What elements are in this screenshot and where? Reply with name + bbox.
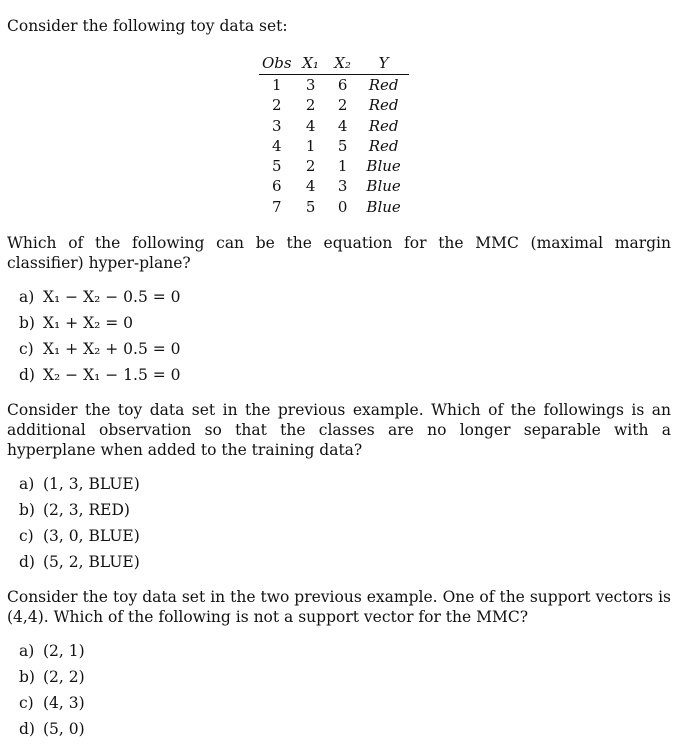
cell-x2: 1 [337,157,348,176]
option-label: a) [19,642,35,660]
cell-x2: 4 [337,116,348,135]
option-c [19,336,181,362]
cell-x1: 4 [305,116,316,135]
cell-y: Blue [366,197,401,216]
cell-obs: 5 [272,157,282,176]
option-point: (4, 3) [43,694,85,712]
cell-x2: 6 [337,76,348,94]
cell-x1: 2 [305,96,316,115]
option-d [19,362,181,388]
option-observation: (5, 2, BLUE) [43,553,140,571]
option-point: (2, 1) [43,642,85,660]
option-c [19,523,140,549]
option-d [19,549,140,575]
option-c [19,690,85,716]
question-2-text: Consider the toy data set in the previous example. Which of the followings is an additional observation so that the classes are no longer separable with a hyperplane when added to the training data? [7,401,671,459]
cell-x1: 1 [305,136,316,155]
cell-y: Blue [366,177,401,196]
option-equation: X₁ + X₂ + 0.5 = 0 [43,340,181,358]
question-1-text: Which of the following can be the equation for the MMC (maximal margin classifier) hyper-plane? [7,234,671,272]
option-label: d) [19,553,35,571]
option-label: a) [19,288,35,306]
table-row [259,95,409,115]
header-y: Y [359,53,409,75]
option-a [19,471,140,497]
header-obs: Obs [259,53,295,75]
option-observation: (2, 3, RED) [43,501,130,519]
option-label: c) [19,340,34,358]
cell-obs: 4 [272,136,282,155]
cell-obs: 6 [272,177,282,196]
cell-x1: 3 [305,76,316,94]
cell-x2: 0 [337,197,348,216]
option-b [19,310,181,336]
option-label: a) [19,475,35,493]
header-x1: X₁ [295,53,327,75]
cell-x1: 4 [305,177,316,196]
option-equation: X₁ − X₂ − 0.5 = 0 [43,288,181,306]
intro-text: Consider the following toy data set: [7,17,288,35]
table-row [259,197,409,217]
option-equation: X₂ − X₁ − 1.5 = 0 [43,366,181,384]
cell-y: Red [368,76,399,94]
option-label: b) [19,314,35,332]
toy-data-table [259,53,409,217]
option-point: (5, 0) [43,720,85,738]
cell-x2: 2 [337,96,348,115]
cell-obs: 1 [272,76,282,94]
option-label: b) [19,501,35,519]
option-label: c) [19,527,34,545]
question-3-options [19,638,85,742]
cell-y: Blue [366,157,401,176]
cell-y: Red [368,96,399,115]
table-row [259,75,409,96]
table-header-row [259,53,409,75]
cell-y: Red [368,136,399,155]
option-label: b) [19,668,35,686]
option-label: d) [19,720,35,738]
option-observation: (1, 3, BLUE) [43,475,140,493]
option-b [19,664,85,690]
table-row [259,136,409,156]
header-x2: X₂ [327,53,359,75]
cell-y: Red [368,116,399,135]
option-equation: X₁ + X₂ = 0 [43,314,134,332]
table-row [259,116,409,136]
table-row [259,176,409,196]
cell-obs: 3 [272,116,282,135]
option-label: d) [19,366,35,384]
option-point: (2, 2) [43,668,85,686]
question-3-text: Consider the toy data set in the two previous example. One of the support vectors is (4,4). Which of the following is not a support vector for the MMC? [7,588,671,626]
option-a [19,638,85,664]
option-observation: (3, 0, BLUE) [43,527,140,545]
option-a [19,284,181,310]
option-d [19,716,85,742]
cell-x1: 2 [305,157,316,176]
cell-x1: 5 [305,197,316,216]
option-label: c) [19,694,34,712]
question-2-options [19,471,140,575]
question-1-options [19,284,181,388]
cell-obs: 7 [272,197,282,216]
cell-obs: 2 [272,96,282,115]
cell-x2: 5 [337,136,348,155]
option-b [19,497,140,523]
table-row [259,156,409,176]
cell-x2: 3 [337,177,348,196]
